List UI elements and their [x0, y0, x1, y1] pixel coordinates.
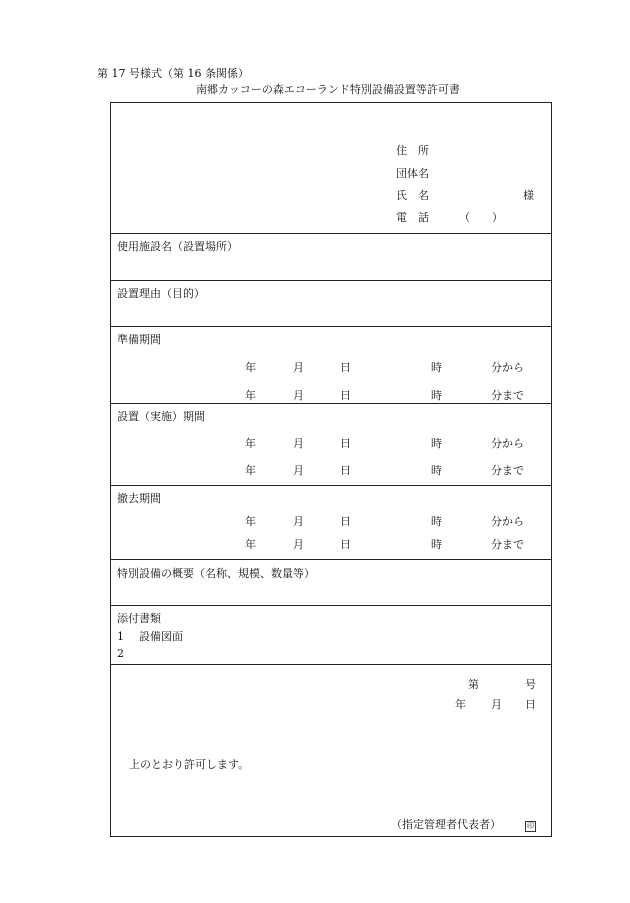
minute-from: 分から [491, 515, 524, 528]
attachments-label: 添付書類 [117, 612, 161, 625]
year-unit: 年 [245, 437, 256, 450]
hour-unit: 時 [431, 389, 442, 402]
month-unit: 月 [293, 538, 304, 551]
preparation-period-label: 準備期間 [117, 333, 161, 346]
phone-parentheses: （ ） [459, 211, 503, 224]
permit-day: 日 [525, 698, 536, 711]
permit-month: 月 [491, 698, 502, 711]
hour-unit: 時 [431, 464, 442, 477]
attachment-number: 1 [117, 630, 124, 643]
permit-form [110, 102, 552, 837]
divider [111, 233, 551, 234]
minute-from: 分から [491, 361, 524, 374]
month-unit: 月 [293, 361, 304, 374]
day-unit: 日 [340, 515, 351, 528]
permit-year: 年 [455, 698, 466, 711]
year-unit: 年 [245, 464, 256, 477]
minute-to: 分まで [491, 389, 524, 402]
year-unit: 年 [245, 538, 256, 551]
day-unit: 日 [340, 361, 351, 374]
divider [111, 326, 551, 327]
month-unit: 月 [293, 389, 304, 402]
month-unit: 月 [293, 515, 304, 528]
month-unit: 月 [293, 437, 304, 450]
installation-reason-label: 設置理由（目的） [117, 287, 205, 300]
day-unit: 日 [340, 389, 351, 402]
group-name-label: 団体名 [396, 167, 429, 180]
year-unit: 年 [245, 361, 256, 374]
document-title: 南郷カッコーの森エコーランド特別設備設置等許可書 [196, 83, 460, 96]
hour-unit: 時 [431, 515, 442, 528]
permit-statement: 上のとおり許可します。 [129, 758, 250, 771]
equipment-overview-label: 特別設備の概要（名称、規模、数量等） [117, 567, 315, 580]
hour-unit: 時 [431, 538, 442, 551]
day-unit: 日 [340, 437, 351, 450]
divider [111, 605, 551, 606]
phone-label: 電 話 [396, 211, 429, 224]
facility-name-label: 使用施設名（設置場所） [117, 240, 238, 253]
installation-period-label: 設置（実施）期間 [117, 410, 205, 423]
attachment-number: 2 [117, 647, 124, 660]
year-unit: 年 [245, 515, 256, 528]
address-label: 住 所 [396, 144, 429, 157]
permit-number-prefix: 第 [468, 678, 479, 691]
divider [111, 559, 551, 560]
divider [111, 403, 551, 404]
hour-unit: 時 [431, 437, 442, 450]
designated-manager-label: （指定管理者代表者） [391, 818, 501, 831]
honorific-sama: 様 [523, 189, 534, 202]
minute-from: 分から [491, 437, 524, 450]
permit-number-suffix: 号 [525, 678, 536, 691]
form-number: 第 17 号様式（第 16 条関係） [97, 67, 249, 80]
day-unit: 日 [340, 538, 351, 551]
name-label: 氏 名 [396, 189, 429, 202]
day-unit: 日 [340, 464, 351, 477]
year-unit: 年 [245, 389, 256, 402]
minute-to: 分まで [491, 464, 524, 477]
attachment-text: 設備図面 [139, 630, 183, 643]
removal-period-label: 撤去期間 [117, 492, 161, 505]
month-unit: 月 [293, 464, 304, 477]
divider [111, 485, 551, 486]
minute-to: 分まで [491, 538, 524, 551]
hour-unit: 時 [431, 361, 442, 374]
seal-mark: 印 [527, 822, 534, 830]
divider [111, 664, 551, 665]
divider [111, 280, 551, 281]
